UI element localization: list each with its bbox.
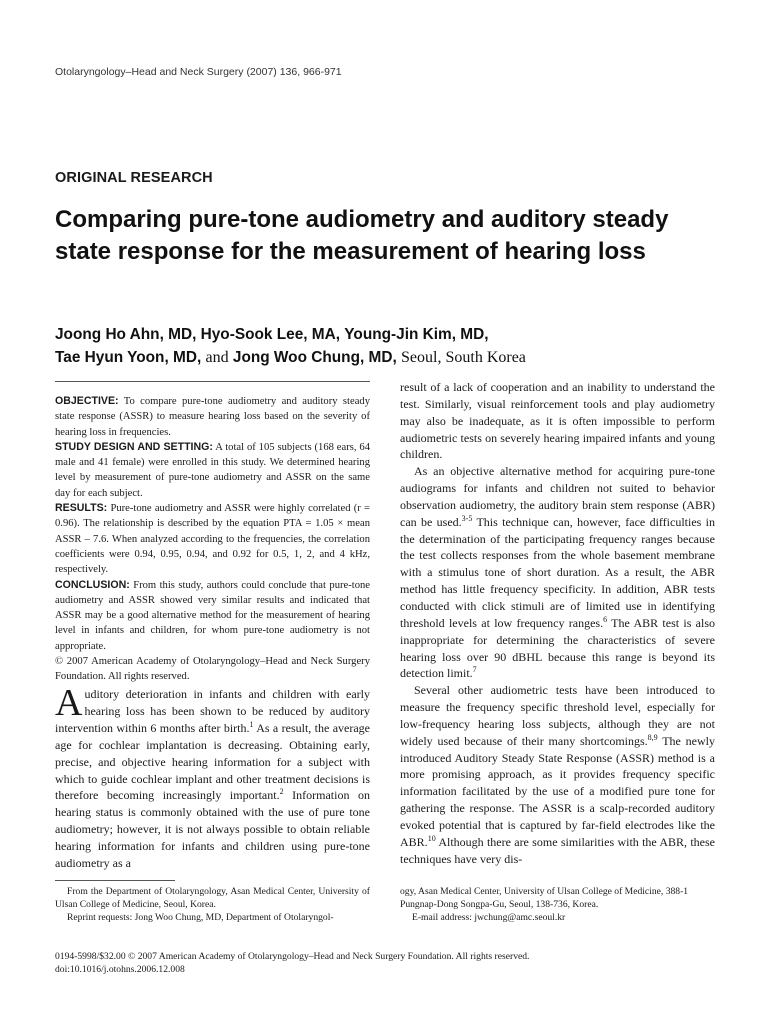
abstract-conclusion — [55, 578, 370, 654]
author-location: Seoul, South Korea — [401, 349, 526, 366]
journal-citation: Otolaryngology–Head and Neck Surgery (2007) 136, 966-971 — [55, 66, 342, 78]
body-text: This technique can, however, face difficulties in the determination of the participating frequency ranges because the test collects responses from the whole basement membrane with a stimulus tone of short duration. As a result, the ABR method has little frequency specificity. In addition, ABR tests conducted with click stimuli are of limited use in identifying threshold levels at low frequency ranges. — [400, 514, 715, 630]
reference-link[interactable]: 2 — [279, 787, 284, 797]
author-1: Joong Ho Ahn, MD, — [55, 326, 197, 343]
issn-line: 0194-5998/$32.00 © 2007 American Academy of Otolaryngology–Head and Neck Surgery Foundation. All rights reserved. — [55, 951, 530, 962]
reference-link[interactable]: 1 — [249, 719, 254, 729]
author-list — [55, 323, 735, 369]
author-4: Tae Hyun Yoon, MD, — [55, 349, 202, 366]
design-text: A total of 105 subjects (168 ears, 64 male and 41 female) were enrolled in this study. We determined hearing level by measurement of pure-tone audiometry and ASSR on the same day for each subject. — [55, 441, 371, 499]
body-right-column — [400, 379, 715, 867]
footnote-email[interactable]: E-mail address: jwchung@amc.seoul.kr — [412, 912, 566, 924]
doi-line[interactable]: doi:10.1016/j.otohns.2006.12.008 — [55, 964, 185, 976]
reference-link[interactable]: 10 — [427, 833, 436, 843]
reference-link[interactable]: 6 — [603, 614, 608, 624]
body-text: Information on hearing status is commonly obtained with the use of pure tone audiometry; however, it is not always possible to obtain reliable hearing information for infants and children using pure-tone audiometry as a — [55, 788, 370, 871]
footnote-divider — [55, 880, 175, 881]
footnote-affiliation: From the Department of Otolaryngology, Asan Medical Center, University of Ulsan College of Medicine, Seoul, Korea. — [55, 886, 370, 911]
footnote-left — [55, 885, 370, 925]
footnote-reprint: Reprint requests: Jong Woo Chung, MD, Department of Otolaryngol- — [67, 912, 334, 924]
reference-link[interactable]: 7 — [472, 665, 477, 675]
bottom-copyright — [55, 950, 735, 977]
body-text: Several other audiometric tests have been introduced to measure the frequency specific threshold level, especially for low-frequency hearing loss subjects, although they are not widely used because of their many shortcomings. — [400, 683, 715, 748]
body-text: As an objective alternative method for acquiring pure-tone audiograms for infants and children not suited to behavior observation audiometry, the auditory brain stem response (ABR) can be used. — [400, 464, 715, 529]
author-conjunction: and — [205, 349, 229, 366]
body-text: Although there are some similarities with the ABR, these techniques have very dis- — [400, 834, 715, 866]
author-2: Hyo-Sook Lee, MA, — [200, 326, 341, 343]
objective-text: To compare pure-tone audiometry and auditory steady state response (ASSR) to measure hearing loss based on the severity of hearing loss in frequencies. — [55, 396, 370, 438]
results-text: Pure-tone audiometry and ASSR were highly correlated (r = 0.96). The relationship is described by the equation PTA = 1.05 × mean ASSR – 7.6. When analyzed according to the frequencies, the correlation coefficients were 0.94, 0.95, 0.94, and 0.92 for 0.5, 1, 2, and 4 kHz, respectively. — [55, 503, 370, 576]
abstract-results — [55, 501, 370, 577]
body-text: The ABR test is also inappropriate for determining the characteristics of severe hearing loss over 90 dBHL because this range is beyond its detection limit. — [400, 615, 715, 681]
body-text: As a result, the average age for cochlear implantation is decreasing. Obtaining early, precise, and objective hearing information for a subject with which to guide cochlear implant and other treatment decisions is therefore becoming increasingly important. — [55, 720, 370, 803]
conclusion-text: From this study, authors could conclude that pure-tone audiometry and ASSR showed very similar results and indicated that ASSR may be a good alternative method for the measurement of hearing level in infants and children, for whom pure-tone audiometry is not appropriate. — [55, 579, 370, 652]
article-title: Comparing pure-tone audiometry and auditory steady state response for the measurement of hearing loss — [55, 206, 669, 265]
reference-link[interactable]: 3-5 — [461, 513, 473, 523]
body-intro-paragraph — [55, 682, 370, 872]
results-label: RESULTS: — [55, 502, 108, 515]
body-paragraph — [400, 682, 715, 867]
design-label: STUDY DESIGN AND SETTING: — [55, 440, 213, 453]
abstract-design — [55, 440, 370, 501]
drop-cap: A — [55, 682, 83, 724]
section-label: ORIGINAL RESEARCH — [55, 170, 213, 186]
footnote-right — [400, 885, 715, 925]
body-text: The newly introduced Auditory Steady State Response (ASSR) method is a more promising approach, as it provides frequency specific information facilitated by the use of a modified pure tone for gathering the response. The ASSR is a scalp-recorded auditory evoked potential that is captured by far-field electrodes like the ABR. — [400, 733, 715, 849]
conclusion-label: CONCLUSION: — [55, 578, 130, 591]
body-paragraph: result of a lack of cooperation and an inability to understand the test. Similarly, visual reinforcement tools and play audiometry may also be inadequate, as it is often impossible to perform audiometric tests on severely hearing impaired infants and young children. — [400, 380, 715, 462]
body-text: uditory deterioration in infants and children with early hearing loss has been shown to be reduced by auditory intervention within 6 months after birth. — [55, 687, 370, 735]
abstract-copyright: © 2007 American Academy of Otolaryngology–Head and Neck Surgery Foundation. All rights reserved. — [55, 656, 370, 683]
author-5: Jong Woo Chung, MD, — [232, 349, 397, 366]
abstract-objective — [55, 394, 370, 440]
author-3: Young-Jin Kim, MD, — [344, 326, 489, 343]
footnote-reprint-continued: ogy, Asan Medical Center, University of Ulsan College of Medicine, 388-1 Pungnap-Dong Songpa-Gu, Seoul, 138-736, Korea. — [400, 886, 689, 911]
body-paragraph — [400, 463, 715, 682]
objective-label: OBJECTIVE: — [55, 395, 119, 407]
reference-link[interactable]: 8,9 — [647, 732, 658, 742]
abstract — [55, 381, 370, 685]
